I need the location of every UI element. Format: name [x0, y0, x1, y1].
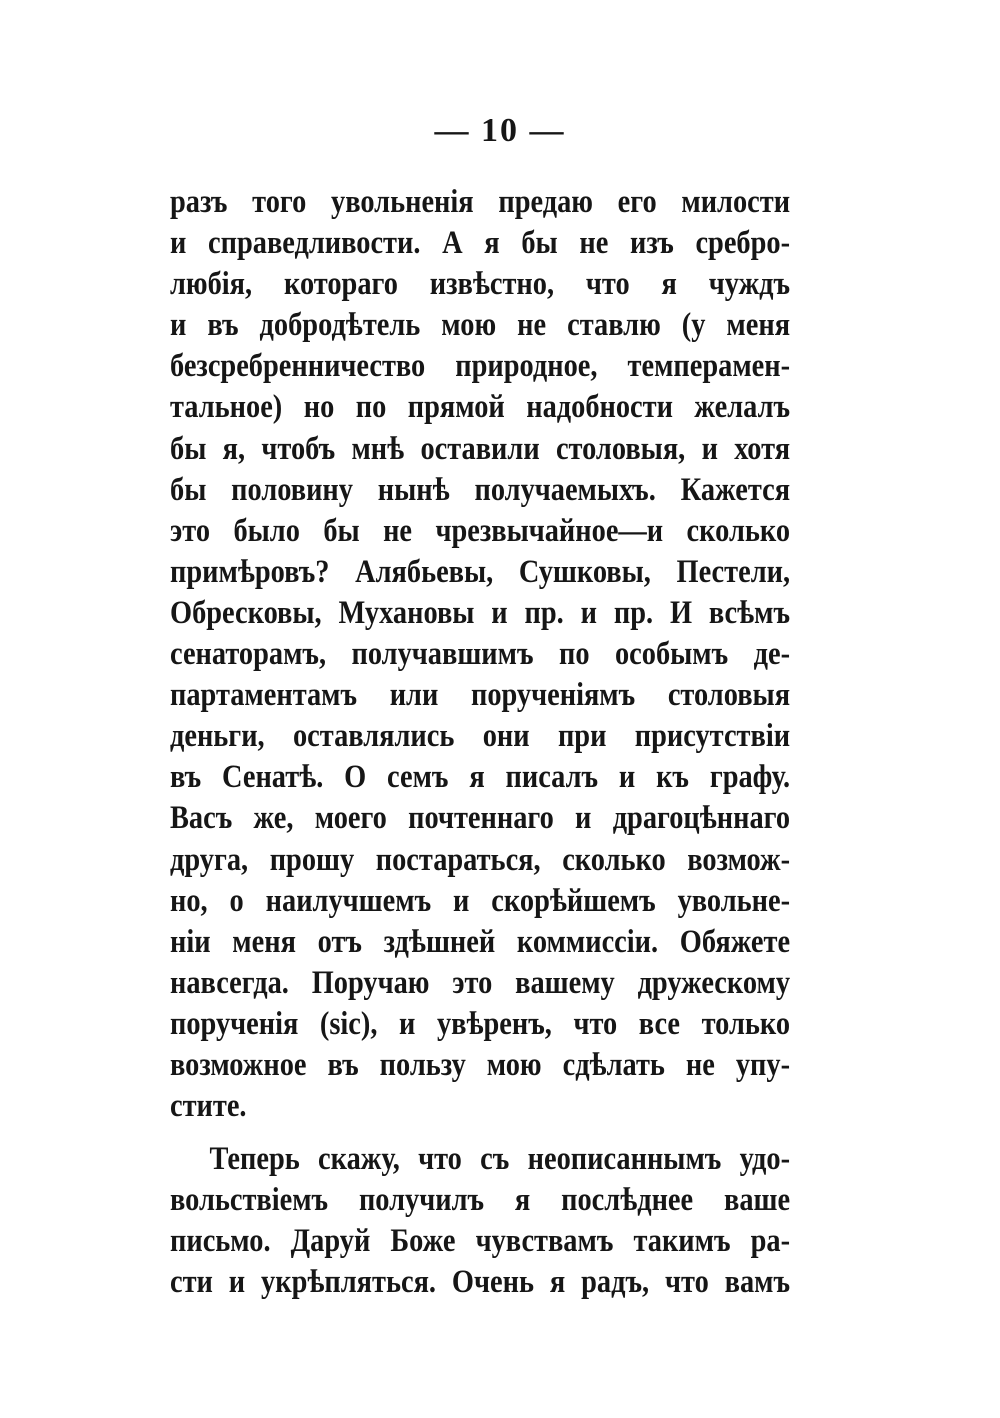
text-line: сенаторамъ, получавшимъ по особымъ де-: [170, 636, 791, 673]
text-line: разъ того увольненія предаю его милости: [170, 184, 791, 220]
text-line: въ Сенатѣ. О семъ я писалъ и къ графу.: [170, 759, 791, 796]
paragraph-1: [170, 182, 790, 1127]
text-line: партаментамъ или порученіямъ столовыя: [170, 677, 791, 714]
text-line: ніи меня отъ здѣшней коммиссіи. Обяжете: [170, 923, 791, 960]
text-line: возможное въ пользу мою сдѣлать не упу-: [170, 1046, 791, 1083]
text-line: письмо. Даруй Боже чувствамъ такимъ ра-: [170, 1223, 791, 1260]
text-line: и справедливости. А я бы не изъ сребро-: [170, 225, 791, 262]
paragraph-2: [170, 1139, 790, 1303]
text-line: Обресковы, Мухановы и пр. и пр. И всѣмъ: [170, 594, 791, 631]
text-line: но, о наилучшемъ и скорѣйшемъ увольне-: [170, 882, 791, 919]
text-line: стите.: [170, 1088, 247, 1125]
text-line: вольствіемъ получилъ я послѣднее ваше: [170, 1182, 791, 1219]
text-line: деньги, оставлялись они при присутствіи: [170, 718, 791, 755]
text-line: порученія (sic), и увѣренъ, что все только: [170, 1005, 791, 1042]
text-line: сти и укрѣпляться. Очень я радъ, что вамъ: [170, 1264, 791, 1301]
paragraph-gap: [170, 1127, 790, 1139]
text-line: тальное) но по прямой надобности желалъ: [170, 389, 791, 426]
page-number: — 10 —: [434, 112, 566, 149]
text-line: Теперь скажу, что съ неописаннымъ удо-: [209, 1141, 791, 1178]
text-line: друга, прошу постараться, сколько возмож-: [170, 841, 791, 878]
text-line: Васъ же, моего почтеннаго и драгоцѣннаго: [170, 800, 791, 837]
text-line: примѣровъ? Алябьевы, Сушковы, Пестели,: [170, 553, 791, 590]
text-line: любія, котораго извѣстно, что я чуждъ: [170, 266, 791, 303]
text-line: это было бы не чрезвычайное—и сколько: [170, 512, 791, 549]
text-line: безсребренничество природное, темперамен-: [170, 348, 791, 385]
text-line: бы половину нынѣ получаемыхъ. Кажется: [170, 471, 791, 508]
text-line: бы я, чтобъ мнѣ оставили столовыя, и хотя: [170, 430, 791, 467]
text-line: навсегда. Поручаю это вашему дружескому: [170, 964, 791, 1001]
body-text: [170, 182, 790, 1304]
text-line: и въ добродѣтель мою не ставлю (у меня: [170, 307, 791, 344]
